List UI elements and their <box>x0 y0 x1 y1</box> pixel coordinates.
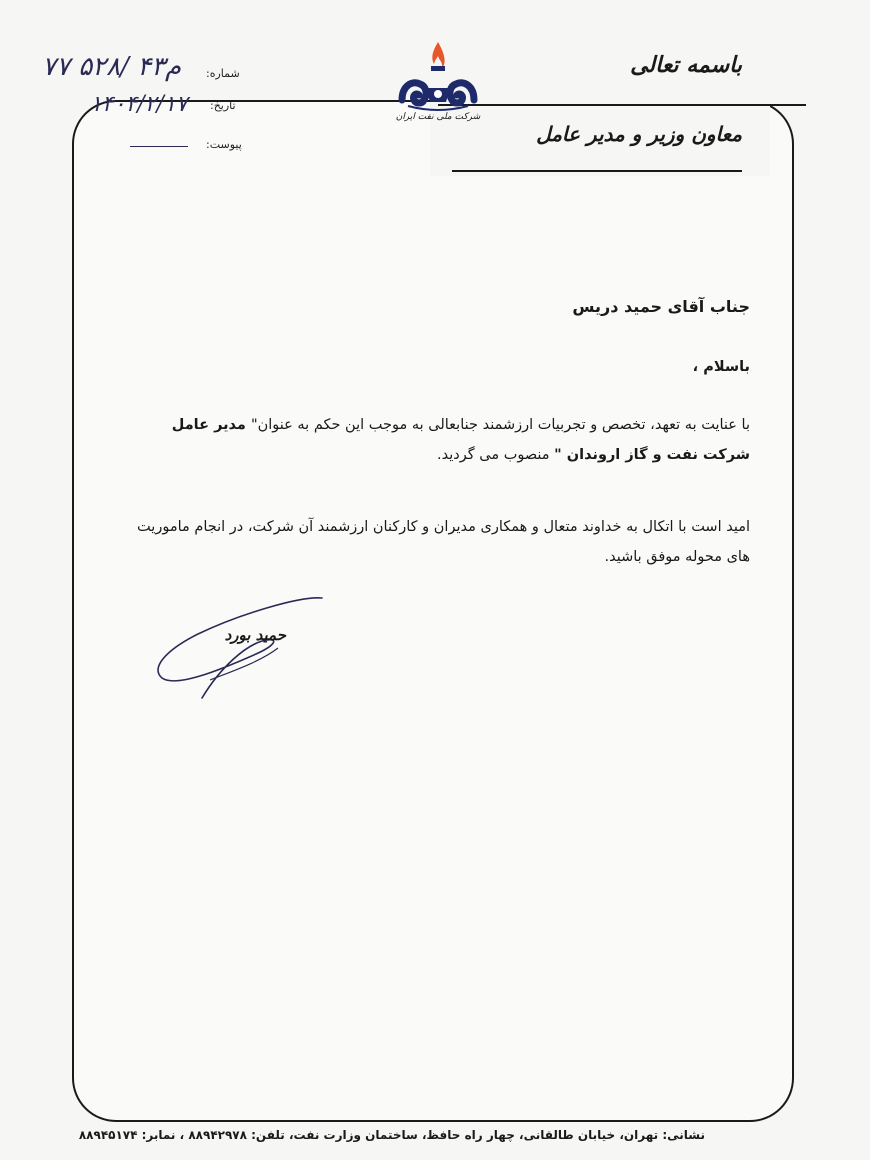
greeting: باسلام ، <box>692 359 750 375</box>
header-divider-bottom <box>452 170 742 172</box>
signature <box>150 590 330 710</box>
attachment-label: پیوست: <box>206 138 242 151</box>
number-label: شماره: <box>206 67 240 80</box>
basmeh-heading: باسمه تعالی <box>630 52 742 78</box>
paragraph-appointment <box>120 410 750 470</box>
letter-number: ۷۷ ۵۲۸/ ۴۳م <box>42 52 182 82</box>
paragraph1-ending: منصوب می گردید. <box>437 447 555 463</box>
logo-caption: شرکت ملی نفت ایران <box>395 112 481 122</box>
header-divider-top <box>438 104 806 106</box>
paragraph1-position: مدیر عامل شرکت نفت و گاز اروندان " <box>171 417 750 463</box>
office-title: معاون وزیر و مدیر عامل <box>536 122 742 146</box>
signature-name: حمید بورد <box>224 626 286 644</box>
nioc-logo-icon <box>388 38 488 138</box>
attachment-line <box>130 146 188 147</box>
salutation: جناب آقای حمید دریس <box>572 297 750 316</box>
paragraph-wishes: امید است با اتکال به خداوند متعال و همکاری مدیران و کارکنان ارزشمند آن شرکت، در انجام ماموریت های محوله موفق باشید. <box>137 519 750 565</box>
paragraph1-text: با عنایت به تعهد، تخصص و تجربیات ارزشمند جنابعالی به موجب این حکم به عنوان" <box>250 417 750 433</box>
letter-date: ۱۴۰۴/۲/۱۷ <box>90 92 188 117</box>
footer-address: نشانی: تهران، خیابان طالقانی، چهار راه حافظ، ساختمان وزارت نفت، تلفن: ۸۸۹۴۲۹۷۸ ، نمابر: ۸۸۹۴۵۱۷۴ <box>78 1128 705 1142</box>
date-label: تاریخ: <box>210 99 236 112</box>
